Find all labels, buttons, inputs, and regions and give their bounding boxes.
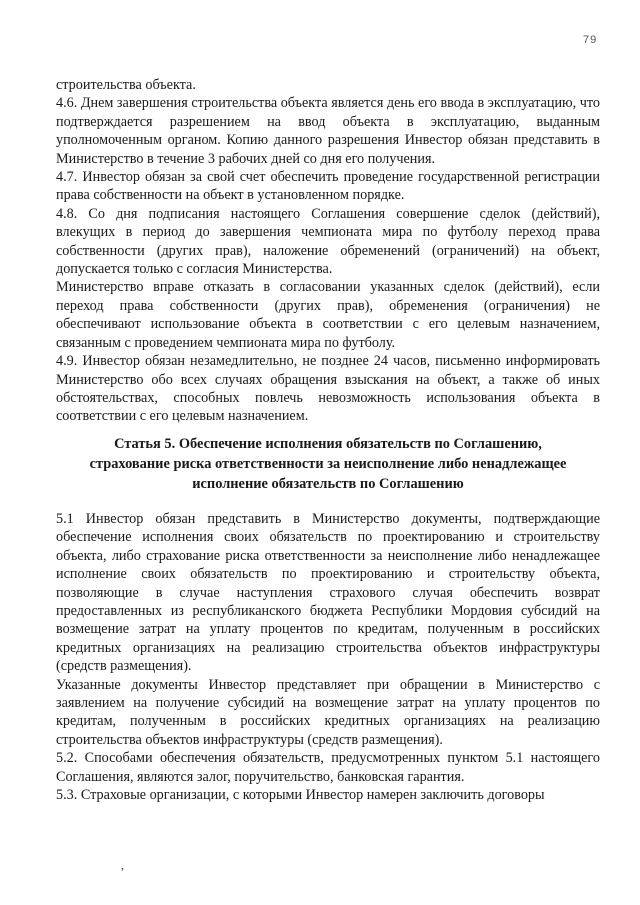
paragraph-5-1: 5.1 Инвестор обязан представить в Министерство документы, подтверждающие обеспечение исполнения своих обязательств по проектированию и строительству объекта, либо страхование риска ответственности за неисполнение либо ненадлежащее исполнение своих обязательств по проектированию и строительству объекта, позволяющие в случае наступления страхового случая обеспечить возврат предоставленных из республиканского бюджета Республики Мордовия субсидий на возмещение затрат на уплату процентов по кредитам, полученным в российских кредитных организациях на реализацию строительства объектов инфраструктуры (средств размещения). — [56, 511, 600, 675]
paragraph-4-9: 4.9. Инвестор обязан незамедлительно, не позднее 24 часов, письменно информировать Министерство обо всех случаях обращения взыскания на объект, а также об иных обстоятельствах, способных повлечь невозможность использования объекта в соответствии с его целевым назначением. — [56, 353, 600, 425]
heading-line-3: исполнение обязательств по Соглашению — [192, 476, 464, 492]
paragraph-continuation: строительства объекта. — [56, 77, 196, 93]
paragraph-4-8-continued: Министерство вправе отказать в согласовании указанных сделок (действий), если переход права собственности (других прав), обременения (ограничения) не обеспечивают использование объекта в соответствии с его целевым назначением, связанным с проведением чемпионата мира по футболу. — [56, 279, 600, 351]
article-5-heading — [56, 434, 600, 494]
paragraph-5-3: 5.3. Страховые организации, с которыми Инвестор намерен заключить договоры — [56, 787, 545, 804]
heading-line-2: страхование риска ответственности за неисполнение либо ненадлежащее — [89, 456, 567, 472]
paragraph-5-1-continued: Указанные документы Инвестор представляет при обращении в Министерство с заявлением на получение субсидий на возмещение затрат на уплату процентов по кредитам, полученным в российских кредитных организациях на реализацию строительства объектов инфраструктуры (средств размещения). — [56, 676, 600, 748]
paragraph-4-8: 4.8. Со дня подписания настоящего Соглашения совершение сделок (действий), влекущих в период до завершения чемпионата мира по футболу переход права собственности (других прав), наложение обременений (ограничений) на объект, допускается только с согласия Министерства. — [56, 205, 600, 278]
section-5-text — [56, 510, 600, 805]
page-number: 79 — [583, 34, 598, 46]
paragraph-4-6: 4.6. Днем завершения строительства объекта является день его ввода в эксплуатацию, что подтверждается разрешением на ввод объекта в эксплуатацию, выданным уполномоченным органом. Копию данного разрешения Инвестор обязан представить в Министерство в течение 3 рабочих дней со дня его получения. — [56, 95, 600, 167]
stray-mark: , — [121, 858, 124, 872]
heading-line-1: Статья 5. Обеспечение исполнения обязательств по Соглашению, — [114, 436, 542, 452]
paragraph-5-2: 5.2. Способами обеспечения обязательств, предусмотренных пунктом 5.1 настоящего Соглашения, являются залог, поручительство, банковская гарантия. — [56, 750, 600, 785]
paragraph-4-7: 4.7. Инвестор обязан за свой счет обеспечить проведение государственной регистрации права собственности на объект в установленном порядке. — [56, 169, 600, 204]
section-4-text — [56, 76, 600, 426]
